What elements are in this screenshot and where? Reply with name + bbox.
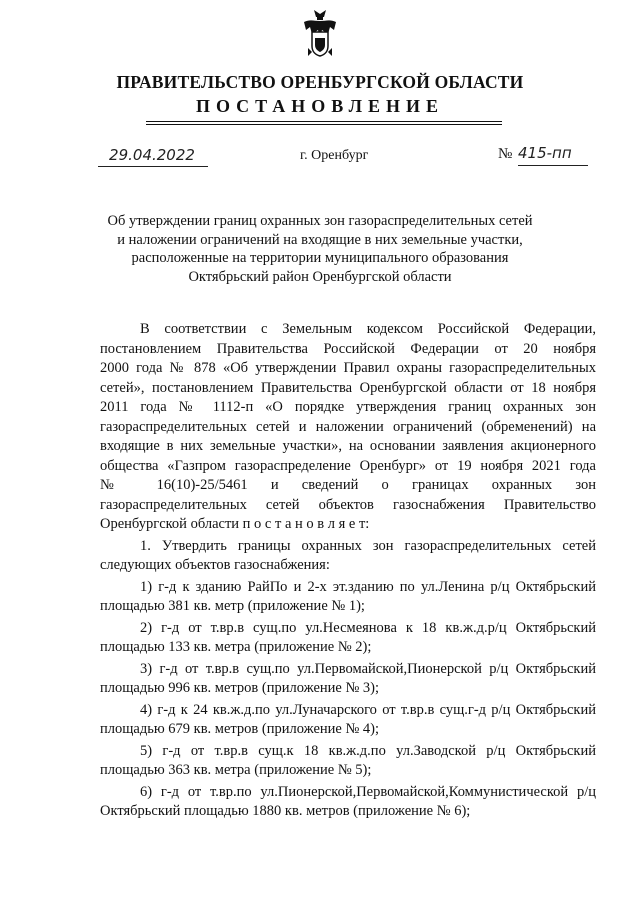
item-1-line: 1. Утвердить границы охранных зон газораспределительных сетей	[140, 537, 596, 554]
preamble-line: 2011 года № 1112-п «О порядке утверждения границ охранных зон	[100, 399, 596, 415]
preamble-line: 2000 года № 878 «Об утверждении Правил охраны газораспределительных	[100, 360, 596, 376]
document-date: 29.04.2022	[109, 146, 195, 164]
header-rule-bottom	[146, 124, 502, 125]
preamble-line: газораспределительных сетей объектов газоснабжения Правительство	[100, 496, 596, 513]
subitem-line: площадью 363 кв. метра (приложение № 5);	[100, 762, 372, 778]
document-number: 415-пп	[518, 144, 572, 162]
preamble-line: сетей», постановлением Правительства Оренбургской области от 18 ноября	[100, 379, 596, 396]
number-underline	[518, 165, 588, 166]
document-title	[80, 212, 560, 286]
title-line: и наложении ограничений на входящие в них земельные участки,	[117, 231, 523, 248]
title-line: Октябрьский район Оренбургской области	[188, 268, 452, 285]
subitem-line: 2) г-д от т.вр.в сущ.по ул.Несмеянова к 18 кв.ж.д.р/ц Октябрьский	[140, 619, 596, 636]
subitem-line: 4) г-д к 24 кв.ж.д.по ул.Луначарского от т.вр.в сущ.г-д р/ц Октябрьский	[140, 701, 596, 718]
subitem-line: площадью 133 кв. метра (приложение № 2);	[100, 639, 372, 655]
subitem-line: площадью 679 кв. метров (приложение № 4);	[100, 721, 380, 737]
preamble-line: № 16(10)-25/5461 и сведений о границах охранных зон	[100, 477, 596, 493]
title-line: Об утверждении границ охранных зон газораспределительных сетей	[107, 213, 533, 229]
subitem-line: площадью 381 кв. метр (приложение № 1);	[100, 598, 365, 614]
document-city: г. Оренбург	[300, 148, 369, 163]
preamble-line: постановлением Правительства Российской Федерации от 20 ноября	[100, 340, 596, 357]
preamble-line: общества «Газпром газораспределение Оренбург» от 19 ноября 2021 года	[100, 457, 596, 474]
number-sign: №	[498, 146, 513, 162]
government-heading: ПРАВИТЕЛЬСТВО ОРЕНБУРГСКОЙ ОБЛАСТИ	[116, 72, 524, 92]
subitem-line: 5) г-д от т.вр.в сущ.к 18 кв.ж.д.по ул.Заводской р/ц Октябрьский	[140, 742, 596, 759]
preamble-line: входящие в них земельные участки», на основании заявления акционерного	[100, 438, 596, 454]
header-rule-top	[146, 121, 502, 122]
subitem-line: 6) г-д от т.вр.по ул.Пионерской,Первомайской,Коммунистической р/ц	[140, 783, 596, 800]
title-line: расположенные на территории муниципального образования	[131, 250, 509, 266]
item-1-line: следующих объектов газоснабжения:	[100, 557, 330, 573]
document-body	[100, 320, 596, 822]
subitem-line: Октябрьский площадью 1880 кв. метров (приложение № 6);	[100, 803, 471, 819]
preamble-line: В соответствии с Земельным кодексом Российской Федерации,	[140, 321, 596, 337]
preamble-line: Оренбургской области п о с т а н о в л я е т:	[100, 516, 370, 532]
subitem-line: 1) г-д к зданию РайПо и 2-х эт.зданию по ул.Ленина р/ц Октябрьский	[140, 578, 596, 595]
preamble-line: газораспределительных сетей и наложении ограничений (обременений) на	[100, 418, 596, 435]
subitem-line: площадью 996 кв. метров (приложение № 3);	[100, 680, 380, 696]
document-type-heading: ПОСТАНОВЛЕНИЕ	[195, 96, 445, 116]
subitem-line: 3) г-д от т.вр.в сущ.по ул.Первомайской,Пионерской р/ц Октябрьский	[140, 660, 596, 677]
date-underline	[98, 166, 208, 167]
coat-of-arms-icon	[300, 8, 340, 58]
